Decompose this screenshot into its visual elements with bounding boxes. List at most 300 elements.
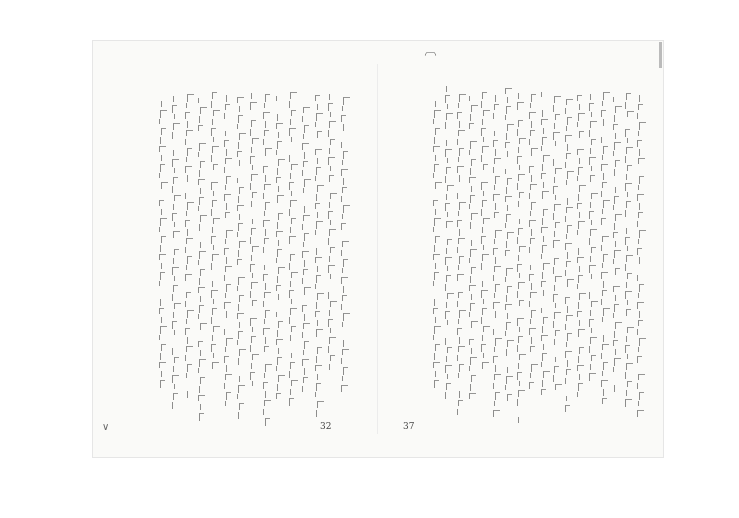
- handwritten-glyph: [186, 373, 194, 378]
- handwritten-glyph: [637, 248, 642, 255]
- handwritten-glyph: [579, 293, 586, 300]
- handwritten-glyph: [212, 281, 220, 287]
- handwritten-glyph: [200, 188, 206, 194]
- handwritten-glyph: [250, 264, 255, 272]
- handwritten-glyph: [303, 215, 310, 221]
- handwritten-glyph: [555, 276, 562, 282]
- handwritten-glyph: [290, 335, 298, 341]
- handwritten-glyph: [625, 102, 633, 109]
- handwritten-glyph: [626, 255, 633, 262]
- handwritten-glyph: [483, 353, 491, 358]
- handwritten-glyph: [459, 364, 464, 372]
- handwritten-glyph: [565, 270, 573, 276]
- handwritten-glyph: [626, 228, 632, 234]
- handwritten-glyph: [458, 157, 466, 162]
- handwritten-glyph: [159, 362, 166, 368]
- handwritten-glyph: [302, 278, 310, 284]
- handwritten-glyph: [481, 317, 489, 324]
- handwritten-glyph: [341, 385, 348, 392]
- handwritten-glyph: [186, 346, 193, 352]
- handwritten-glyph: [625, 129, 630, 137]
- handwritten-glyph: [174, 276, 180, 281]
- handwritten-glyph: [211, 182, 218, 190]
- handwritten-glyph: [252, 219, 258, 224]
- handwritten-glyph: [495, 284, 500, 292]
- handwritten-glyph: [507, 367, 515, 373]
- handwritten-glyph: [471, 348, 479, 354]
- handwritten-glyph: [263, 382, 268, 389]
- handwritten-glyph: [471, 267, 476, 274]
- handwritten-glyph: [529, 274, 534, 281]
- handwritten-glyph: [482, 92, 487, 99]
- handwritten-glyph: [160, 272, 165, 280]
- handwritten-glyph: [506, 241, 512, 248]
- handwritten-glyph: [198, 98, 206, 103]
- handwritten-glyph: [435, 155, 441, 161]
- handwritten-glyph: [187, 337, 195, 344]
- handwritten-glyph: [278, 213, 283, 220]
- handwritten-glyph: [505, 196, 512, 202]
- handwritten-glyph: [495, 149, 503, 156]
- handwritten-glyph: [626, 336, 632, 342]
- handwritten-glyph: [173, 123, 180, 130]
- handwritten-glyph: [329, 256, 337, 262]
- handwritten-glyph: [555, 222, 560, 228]
- handwritten-glyph: [542, 191, 549, 199]
- handwritten-glyph: [529, 139, 537, 145]
- handwritten-glyph: [316, 194, 322, 201]
- handwritten-glyph: [471, 213, 478, 220]
- handwritten-glyph: [434, 110, 441, 118]
- handwritten-glyph: [578, 302, 584, 309]
- handwritten-glyph: [447, 347, 452, 353]
- handwritten-glyph: [265, 148, 272, 156]
- handwritten-glyph: [457, 220, 462, 227]
- handwritten-glyph: [173, 231, 180, 238]
- handwritten-glyph: [160, 218, 167, 226]
- handwritten-glyph: [627, 138, 635, 143]
- handwritten-glyph: [250, 237, 258, 244]
- handwritten-glyph: [603, 146, 608, 154]
- handwritten-glyph: [159, 254, 166, 260]
- handwritten-glyph: [225, 401, 233, 406]
- handwritten-glyph: [263, 112, 270, 119]
- handwritten-glyph: [225, 347, 231, 352]
- handwritten-glyph: [638, 131, 644, 136]
- handwritten-glyph: [330, 112, 338, 117]
- handwritten-glyph: [529, 301, 535, 307]
- handwritten-glyph: [517, 102, 524, 110]
- handwritten-glyph: [317, 266, 323, 272]
- handwritten-glyph: [238, 196, 246, 203]
- handwritten-glyph: [482, 281, 490, 287]
- handwritten-glyph: [626, 363, 633, 370]
- handwritten-glyph: [471, 240, 479, 246]
- handwritten-glyph: [263, 247, 271, 253]
- handwritten-glyph: [543, 155, 550, 162]
- handwritten-glyph: [317, 374, 323, 380]
- handwritten-glyph: [637, 194, 644, 201]
- handwritten-glyph: [446, 248, 454, 254]
- handwritten-glyph: [265, 310, 270, 318]
- handwritten-glyph: [433, 173, 441, 178]
- handwritten-glyph: [589, 130, 595, 137]
- handwritten-glyph: [237, 313, 244, 319]
- handwritten-glyph: [493, 248, 498, 255]
- handwritten-glyph: [328, 238, 334, 245]
- handwritten-glyph: [446, 113, 453, 120]
- handwritten-glyph: [566, 126, 574, 131]
- handwritten-glyph: [304, 368, 310, 375]
- handwritten-glyph: [187, 391, 193, 398]
- handwritten-glyph: [577, 95, 582, 101]
- handwritten-glyph: [328, 211, 333, 219]
- handwritten-glyph: [601, 380, 608, 387]
- handwritten-glyph: [531, 283, 539, 290]
- handwritten-glyph: [251, 174, 258, 181]
- handwritten-glyph: [458, 373, 466, 378]
- handwritten-glyph: [517, 291, 523, 298]
- handwritten-glyph: [199, 143, 206, 151]
- handwritten-glyph: [637, 302, 644, 309]
- handwritten-glyph: [459, 175, 465, 182]
- handwritten-glyph: [291, 272, 298, 278]
- handwritten-glyph: [555, 168, 562, 174]
- handwritten-glyph: [590, 337, 597, 344]
- handwritten-glyph: [290, 308, 297, 315]
- handwritten-glyph: [566, 234, 574, 239]
- handwritten-glyph: [174, 168, 180, 173]
- handwritten-glyph: [458, 265, 466, 270]
- handwritten-glyph: [567, 225, 572, 233]
- handwritten-glyph: [481, 182, 488, 190]
- handwritten-glyph: [458, 400, 463, 406]
- handwritten-glyph: [627, 165, 632, 171]
- handwritten-glyph: [237, 151, 242, 157]
- handwritten-glyph: [530, 373, 536, 378]
- handwritten-glyph: [224, 302, 231, 309]
- handwritten-glyph: [213, 218, 220, 224]
- handwritten-glyph: [614, 331, 620, 338]
- handwritten-glyph: [237, 205, 244, 211]
- handwritten-glyph: [172, 132, 178, 139]
- handwritten-glyph: [626, 390, 634, 396]
- handwritten-glyph: [264, 184, 271, 190]
- handwritten-glyph: [447, 266, 453, 271]
- handwritten-glyph: [507, 313, 513, 319]
- handwritten-glyph: [530, 292, 537, 298]
- handwritten-glyph: [626, 174, 634, 180]
- handwritten-glyph: [265, 391, 273, 398]
- handwritten-glyph: [302, 170, 310, 176]
- handwritten-glyph: [239, 160, 247, 166]
- handwritten-glyph: [494, 401, 502, 406]
- handwritten-glyph: [315, 284, 323, 289]
- handwritten-glyph: [226, 392, 231, 400]
- handwritten-glyph: [567, 252, 573, 259]
- handwritten-glyph: [277, 384, 283, 391]
- handwritten-glyph: [530, 346, 535, 352]
- handwritten-glyph: [517, 345, 525, 352]
- handwritten-glyph: [278, 321, 283, 328]
- handwritten-glyph: [198, 206, 206, 211]
- handwritten-glyph: [237, 259, 242, 265]
- handwritten-glyph: [289, 236, 296, 244]
- handwritten-glyph: [199, 359, 206, 367]
- handwritten-glyph: [471, 159, 476, 166]
- handwritten-glyph: [577, 284, 585, 289]
- handwritten-glyph: [250, 156, 255, 164]
- handwritten-glyph: [433, 335, 439, 340]
- handwritten-glyph: [173, 177, 178, 184]
- handwritten-glyph: [590, 364, 598, 370]
- handwritten-glyph: [602, 398, 607, 404]
- handwritten-glyph: [434, 353, 442, 360]
- handwritten-glyph: [290, 254, 295, 261]
- handwritten-glyph: [289, 209, 295, 216]
- handwritten-glyph: [507, 205, 513, 211]
- handwritten-glyph: [471, 105, 478, 112]
- handwritten-glyph: [252, 138, 259, 144]
- handwritten-glyph: [278, 132, 284, 138]
- handwritten-glyph: [172, 375, 179, 383]
- handwritten-glyph: [252, 354, 259, 360]
- handwritten-glyph: [517, 372, 522, 380]
- handwritten-glyph: [446, 167, 451, 174]
- handwritten-glyph: [481, 236, 486, 244]
- handwritten-glyph: [211, 155, 217, 162]
- handwritten-glyph: [186, 211, 192, 216]
- handwritten-glyph: [435, 182, 442, 189]
- handwritten-glyph: [601, 137, 607, 143]
- page-number-right: 37: [403, 422, 415, 432]
- handwritten-glyph: [531, 337, 537, 344]
- handwritten-glyph: [263, 166, 268, 173]
- handwritten-glyph: [577, 203, 582, 209]
- handwritten-glyph: [226, 149, 234, 156]
- handwritten-glyph: [601, 299, 609, 305]
- handwritten-glyph: [495, 338, 502, 346]
- handwritten-glyph: [625, 183, 632, 191]
- handwritten-glyph: [615, 241, 623, 247]
- handwritten-glyph: [505, 142, 510, 148]
- handwritten-glyph: [603, 335, 611, 342]
- handwritten-glyph: [531, 310, 536, 318]
- handwritten-glyph: [577, 122, 583, 127]
- handwritten-glyph: [542, 272, 548, 279]
- handwritten-glyph: [199, 251, 206, 259]
- handwritten-glyph: [290, 92, 297, 99]
- handwritten-glyph: [343, 124, 351, 131]
- handwritten-glyph: [226, 95, 232, 102]
- handwritten-glyph: [278, 186, 286, 192]
- handwritten-glyph: [469, 258, 475, 263]
- handwritten-glyph: [542, 326, 550, 333]
- handwritten-glyph: [625, 210, 633, 217]
- handwritten-glyph: [225, 131, 231, 136]
- handwritten-glyph: [186, 292, 191, 298]
- handwritten-glyph: [251, 255, 257, 261]
- handwritten-glyph: [315, 149, 322, 155]
- handwritten-glyph: [565, 162, 573, 168]
- handwritten-glyph: [317, 347, 322, 354]
- handwritten-glyph: [304, 341, 309, 349]
- handwritten-glyph: [458, 130, 465, 136]
- handwritten-glyph: [250, 318, 257, 326]
- handwritten-glyph: [342, 187, 347, 193]
- handwritten-glyph: [459, 202, 466, 210]
- handwritten-glyph: [494, 374, 501, 380]
- handwritten-glyph: [174, 357, 179, 363]
- handwritten-glyph: [238, 223, 243, 231]
- handwritten-glyph: [238, 277, 245, 285]
- handwritten-glyph: [435, 371, 441, 377]
- handwritten-glyph: [638, 401, 646, 406]
- handwritten-glyph: [493, 167, 499, 173]
- handwritten-glyph: [529, 328, 536, 335]
- handwritten-glyph: [159, 119, 165, 124]
- handwritten-glyph: [553, 294, 558, 302]
- handwritten-glyph: [590, 148, 598, 154]
- handwritten-glyph: [625, 372, 631, 379]
- handwritten-glyph: [172, 186, 180, 193]
- handwritten-glyph: [553, 105, 559, 112]
- handwritten-glyph: [302, 386, 310, 392]
- right-page: [378, 40, 664, 458]
- handwritten-glyph: [264, 238, 269, 244]
- handwritten-glyph: [579, 158, 585, 164]
- handwritten-glyph: [494, 104, 499, 110]
- handwritten-glyph: [639, 95, 645, 102]
- handwritten-glyph: [199, 386, 207, 393]
- handwritten-glyph: [172, 294, 180, 301]
- handwritten-glyph: [602, 155, 610, 160]
- handwritten-glyph: [518, 282, 525, 289]
- handwritten-glyph: [185, 301, 193, 307]
- handwritten-glyph: [174, 249, 179, 255]
- handwritten-glyph: [291, 110, 296, 116]
- handwritten-glyph: [237, 286, 243, 291]
- handwritten-glyph: [637, 329, 645, 335]
- handwritten-glyph: [435, 101, 443, 107]
- handwritten-glyph: [577, 257, 584, 263]
- handwritten-glyph: [518, 336, 523, 343]
- handwritten-glyph: [239, 241, 246, 248]
- handwritten-glyph: [481, 128, 486, 136]
- handwritten-glyph: [317, 131, 322, 138]
- handwritten-glyph: [239, 403, 244, 410]
- section-heading-mark: 〔: [423, 44, 437, 58]
- handwritten-glyph: [226, 311, 232, 318]
- handwritten-glyph: [160, 164, 165, 172]
- handwritten-glyph: [469, 393, 476, 399]
- handwritten-glyph: [303, 269, 308, 275]
- handwritten-glyph: [470, 384, 478, 391]
- handwritten-glyph: [434, 137, 442, 144]
- handwritten-glyph: [251, 201, 259, 207]
- handwritten-glyph: [578, 248, 586, 255]
- handwritten-glyph: [638, 104, 643, 110]
- handwritten-glyph: [470, 222, 476, 229]
- handwritten-glyph: [469, 204, 477, 209]
- handwritten-glyph: [187, 148, 192, 156]
- handwritten-glyph: [304, 260, 310, 267]
- handwritten-glyph: [577, 230, 583, 235]
- handwritten-glyph: [328, 103, 333, 111]
- handwritten-glyph: [238, 331, 243, 339]
- handwritten-glyph: [627, 273, 632, 279]
- handwritten-glyph: [482, 227, 488, 233]
- handwritten-glyph: [507, 178, 512, 185]
- handwritten-glyph: [252, 192, 257, 198]
- handwritten-glyph: [225, 212, 230, 218]
- handwritten-glyph: [186, 157, 194, 162]
- handwritten-glyph: [433, 362, 440, 368]
- handwritten-glyph: [263, 328, 270, 335]
- handwritten-glyph: [543, 209, 548, 216]
- handwritten-glyph: [276, 366, 284, 371]
- handwritten-glyph: [341, 250, 347, 256]
- handwritten-glyph: [602, 317, 608, 322]
- handwritten-glyph: [343, 151, 348, 159]
- handwritten-glyph: [174, 330, 182, 335]
- handwritten-glyph: [577, 176, 585, 181]
- handwritten-glyph: [471, 375, 476, 382]
- handwritten-glyph: [161, 209, 169, 215]
- handwritten-glyph: [482, 308, 487, 315]
- handwritten-glyph: [445, 338, 451, 345]
- handwritten-glyph: [276, 339, 283, 345]
- handwritten-glyph: [277, 276, 283, 283]
- handwritten-glyph: [554, 285, 560, 291]
- handwritten-glyph: [225, 185, 233, 190]
- handwritten-glyph: [342, 268, 350, 273]
- handwritten-glyph: [637, 383, 643, 389]
- handwritten-glyph: [529, 112, 536, 119]
- handwritten-glyph: [226, 365, 234, 372]
- handwritten-glyph: [225, 104, 230, 110]
- handwritten-glyph: [252, 300, 257, 306]
- handwritten-glyph: [251, 336, 256, 343]
- handwritten-glyph: [343, 97, 350, 105]
- handwritten-glyph: [328, 319, 333, 327]
- handwritten-glyph: [530, 238, 535, 244]
- handwritten-glyph: [264, 103, 272, 108]
- handwritten-glyph: [276, 258, 284, 263]
- handwritten-glyph: [172, 159, 179, 167]
- handwritten-glyph: [278, 375, 285, 382]
- handwritten-glyph: [518, 255, 524, 261]
- handwritten-glyph: [198, 287, 205, 293]
- handwritten-glyph: [482, 200, 487, 207]
- handwritten-glyph: [250, 372, 255, 380]
- handwritten-glyph: [198, 152, 204, 157]
- handwritten-glyph: [316, 356, 324, 363]
- handwritten-glyph: [470, 276, 478, 283]
- handwritten-glyph: [187, 202, 194, 210]
- handwritten-glyph: [639, 149, 647, 156]
- handwritten-glyph: [329, 364, 337, 370]
- handwritten-glyph: [198, 260, 204, 265]
- handwritten-glyph: [541, 227, 548, 233]
- handwritten-glyph: [174, 114, 182, 119]
- handwritten-glyph: [446, 383, 451, 390]
- handwritten-glyph: [603, 119, 611, 126]
- handwritten-glyph: [315, 203, 320, 209]
- handwritten-glyph: [224, 248, 229, 255]
- handwritten-glyph: [224, 383, 230, 389]
- handwritten-glyph: [226, 257, 234, 264]
